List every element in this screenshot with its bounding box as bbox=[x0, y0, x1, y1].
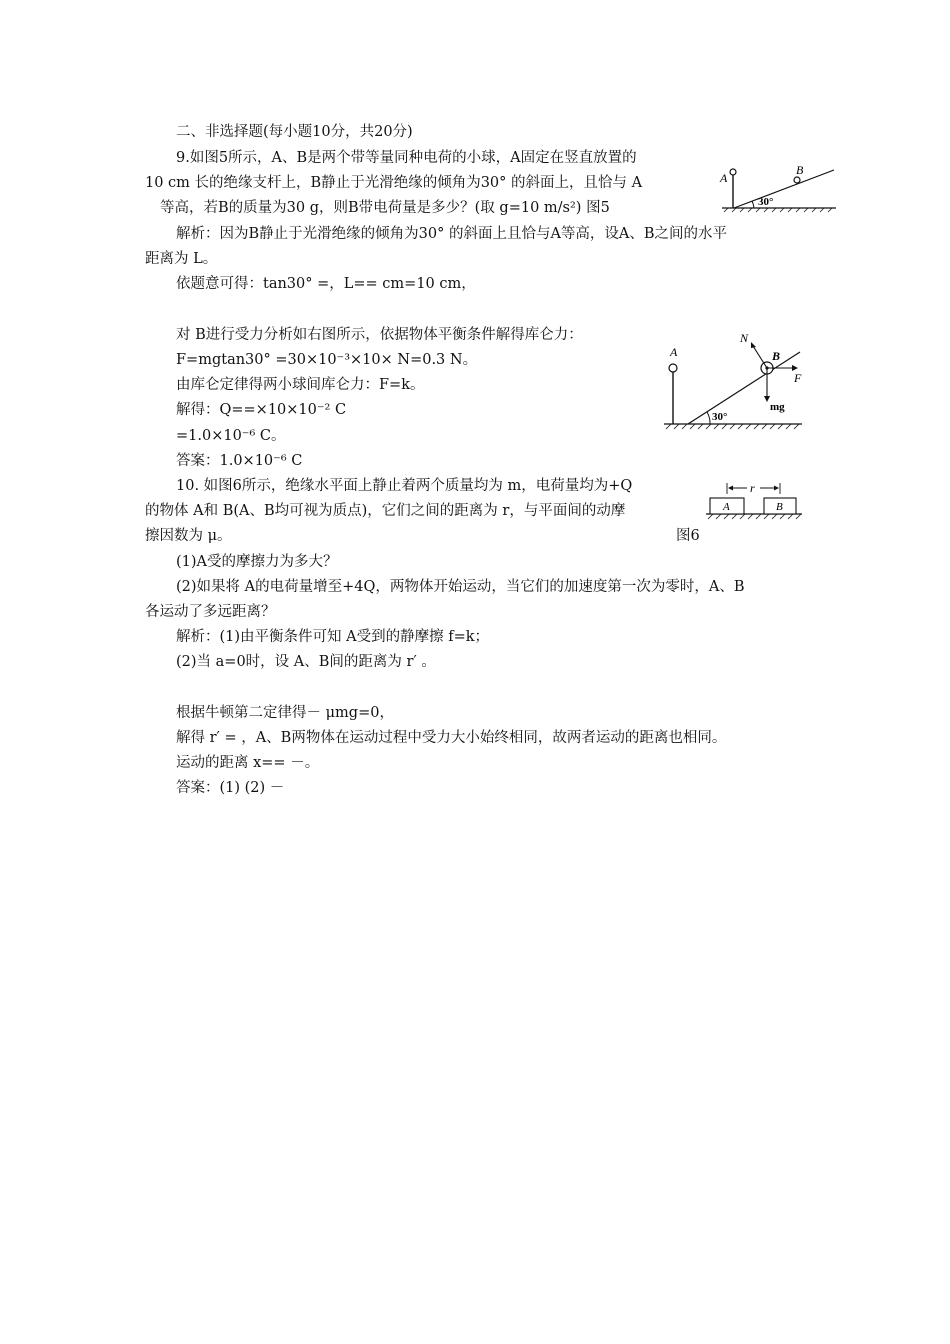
fig5-angle: 30° bbox=[758, 196, 774, 208]
q9-line-1: 9.如图5所示，A、B是两个带等量同种电荷的小球，A固定在竖直放置的 bbox=[176, 150, 637, 166]
force-angle: 30° bbox=[712, 411, 728, 423]
q10-solution-4: 解得 r′ = ，A、B两物体在运动过程中受力大小始终相同，故两者运动的距离也相同。 bbox=[176, 730, 727, 746]
force-label-n: N bbox=[740, 331, 749, 345]
force-diagram bbox=[660, 328, 806, 434]
q10-line-3: 擦因数为 μ。 bbox=[145, 528, 232, 544]
figure-6 bbox=[702, 480, 806, 524]
q10-answer: 答案：(1) (2) － bbox=[176, 780, 285, 796]
q9-solution-3: 依题意可得：tan30° =，L== cm=10 cm， bbox=[176, 276, 476, 292]
figure-5 bbox=[712, 160, 842, 214]
fig5-label-b: B bbox=[796, 163, 804, 177]
figure-6-caption: 图6 bbox=[676, 528, 700, 544]
q9-solution-5: F=mgtan30° =30×10⁻³×10× N=0.3 N。 bbox=[176, 352, 478, 368]
fig6-label-a: A bbox=[723, 501, 730, 513]
force-label-mg: mg bbox=[770, 401, 785, 413]
q10-solution-1: 解析：(1)由平衡条件可知 A受到的静摩擦 f=k； bbox=[176, 629, 490, 645]
q10-part-2a: (2)如果将 A的电荷量增至+4Q，两物体开始运动，当它们的加速度第一次为零时，A、B bbox=[176, 579, 745, 595]
fig6-label-r: r bbox=[750, 481, 755, 495]
q10-solution-5: 运动的距离 x== －。 bbox=[176, 755, 320, 771]
fig6-label-b: B bbox=[776, 501, 783, 513]
q10-line-1: 10. 如图6所示，绝缘水平面上静止着两个质量均为 m，电荷量均为+Q bbox=[176, 478, 633, 494]
q9-answer: 答案：1.0×10⁻⁶ C bbox=[176, 453, 303, 469]
fig5-label-a: A bbox=[720, 171, 728, 185]
q10-part-1: (1)A受的摩擦力为多大？ bbox=[176, 554, 338, 570]
q10-line-2: 的物体 A和 B(A、B均可视为质点)，它们之间的距离为 r，与平面间的动摩 bbox=[145, 503, 626, 519]
q9-solution-8: =1.0×10⁻⁶ C。 bbox=[176, 428, 286, 444]
q9-solution-6: 由库仑定律得两小球间库仑力：F=k。 bbox=[176, 377, 425, 393]
q9-line-3: 等高，若B的质量为30 g，则B带电荷量是多少？(取 g=10 m/s²) 图5 bbox=[160, 200, 610, 216]
force-label-f: F bbox=[794, 371, 802, 385]
q10-solution-3: 根据牛顿第二定律得－ μmg=0， bbox=[176, 705, 394, 721]
q9-solution-1: 解析：因为B静止于光滑绝缘的倾角为30° 的斜面上且恰与A等高，设A、B之间的水平 bbox=[176, 226, 728, 242]
force-label-a: A bbox=[670, 345, 678, 359]
q9-solution-2: 距离为 L。 bbox=[145, 251, 218, 267]
q10-part-2b: 各运动了多远距离？ bbox=[145, 604, 276, 620]
section-heading: 二、非选择题(每小题10分，共20分) bbox=[176, 124, 413, 140]
q9-solution-7: 解得：Q==×10×10⁻² C bbox=[176, 402, 347, 418]
q9-line-2: 10 cm 长的绝缘支杆上，B静止于光滑绝缘的倾角为30° 的斜面上，且恰与 A bbox=[145, 175, 643, 191]
q9-solution-4: 对 B进行受力分析如右图所示，依据物体平衡条件解得库仑力： bbox=[176, 327, 583, 343]
force-label-b: B bbox=[772, 349, 781, 363]
q10-solution-2: (2)当 a=0时，设 A、B间的距离为 r′ 。 bbox=[176, 654, 436, 670]
